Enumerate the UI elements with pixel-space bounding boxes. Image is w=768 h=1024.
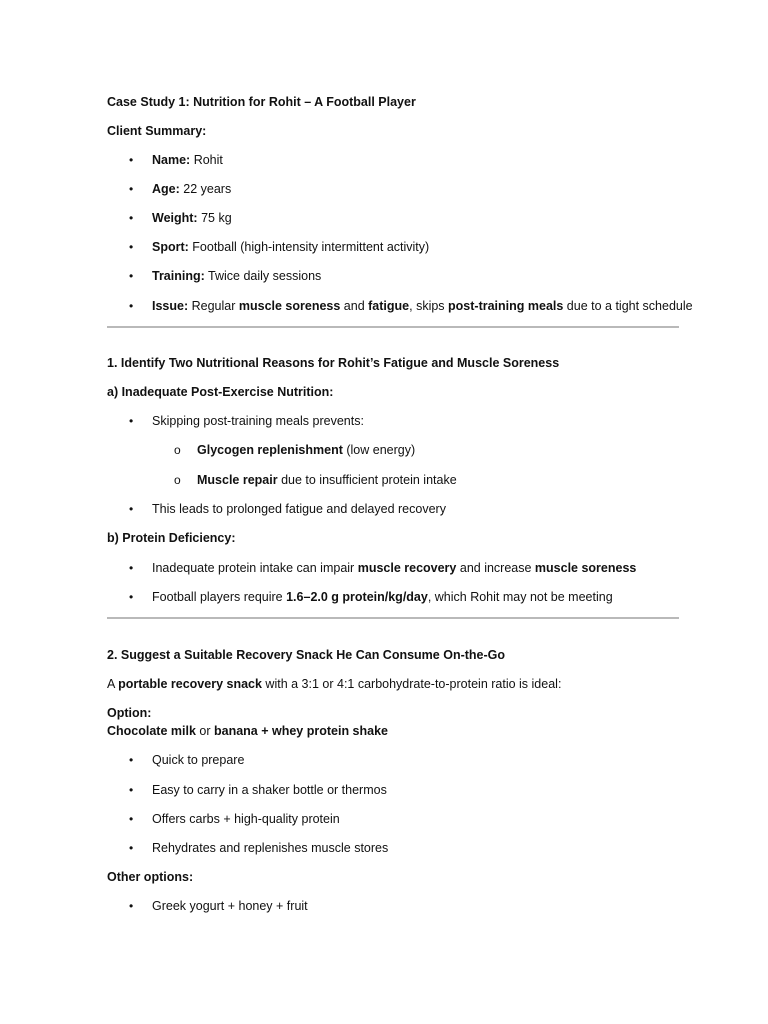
- bullet-icon: •: [129, 299, 134, 313]
- section1a-heading: a) Inadequate Post-Exercise Nutrition:: [107, 385, 334, 399]
- summary-item-training: Training: Twice daily sessions: [152, 269, 322, 283]
- list-item: Quick to prepare: [152, 753, 245, 767]
- bullet-icon: •: [129, 211, 134, 225]
- section1b-heading: b) Protein Deficiency:: [107, 531, 236, 545]
- summary-item-name: Name: Rohit: [152, 153, 223, 167]
- summary-item-age: Age: 22 years: [152, 182, 232, 196]
- option-value: Chocolate milk or banana + whey protein shake: [107, 724, 389, 738]
- bullet-icon: •: [129, 899, 134, 913]
- section2-heading: 2. Suggest a Suitable Recovery Snack He Can Consume On-the-Go: [107, 648, 506, 662]
- bullet-icon: •: [129, 240, 134, 254]
- option-label: Option:: [107, 706, 152, 720]
- bullet-icon: •: [129, 841, 134, 855]
- list-item: Football players require 1.6–2.0 g protein/kg/day, which Rohit may not be meeting: [152, 590, 613, 604]
- bullet-icon: •: [129, 783, 134, 797]
- list-item: This leads to prolonged fatigue and delayed recovery: [152, 502, 446, 516]
- bullet-icon: •: [129, 502, 134, 516]
- other-options-heading: Other options:: [107, 870, 194, 884]
- list-item: Easy to carry in a shaker bottle or thermos: [152, 783, 387, 797]
- sub-bullet-icon: o: [174, 443, 181, 457]
- bullet-icon: •: [129, 153, 134, 167]
- section-divider: [107, 326, 679, 328]
- bullet-icon: •: [129, 590, 134, 604]
- summary-item-sport: Sport: Football (high-intensity intermittent activity): [152, 240, 430, 254]
- sub-list-item: Glycogen replenishment (low energy): [197, 443, 416, 457]
- bullet-icon: •: [129, 414, 134, 428]
- list-item: Rehydrates and replenishes muscle stores: [152, 841, 389, 855]
- section-divider: [107, 617, 679, 619]
- bullet-icon: •: [129, 269, 134, 283]
- section1-heading: 1. Identify Two Nutritional Reasons for Rohit’s Fatigue and Muscle Soreness: [107, 356, 560, 370]
- list-item: Greek yogurt + honey + fruit: [152, 899, 308, 913]
- list-item: Skipping post-training meals prevents:: [152, 414, 364, 428]
- sub-bullet-icon: o: [174, 473, 181, 487]
- list-item: Inadequate protein intake can impair muscle recovery and increase muscle soreness: [152, 561, 637, 575]
- sub-list-item: Muscle repair due to insufficient protein intake: [197, 473, 457, 487]
- bullet-icon: •: [129, 561, 134, 575]
- document-title: Case Study 1: Nutrition for Rohit – A Football Player: [107, 95, 416, 109]
- summary-item-issue: Issue: Regular muscle soreness and fatigue, skips post-training meals due to a tight schedule: [152, 299, 693, 313]
- summary-item-weight: Weight: 75 kg: [152, 211, 232, 225]
- bullet-icon: •: [129, 753, 134, 767]
- client-summary-heading: Client Summary:: [107, 124, 207, 138]
- section2-intro: A portable recovery snack with a 3:1 or 4:1 carbohydrate-to-protein ratio is ideal:: [107, 677, 562, 691]
- bullet-icon: •: [129, 182, 134, 196]
- list-item: Offers carbs + high-quality protein: [152, 812, 340, 826]
- bullet-icon: •: [129, 812, 134, 826]
